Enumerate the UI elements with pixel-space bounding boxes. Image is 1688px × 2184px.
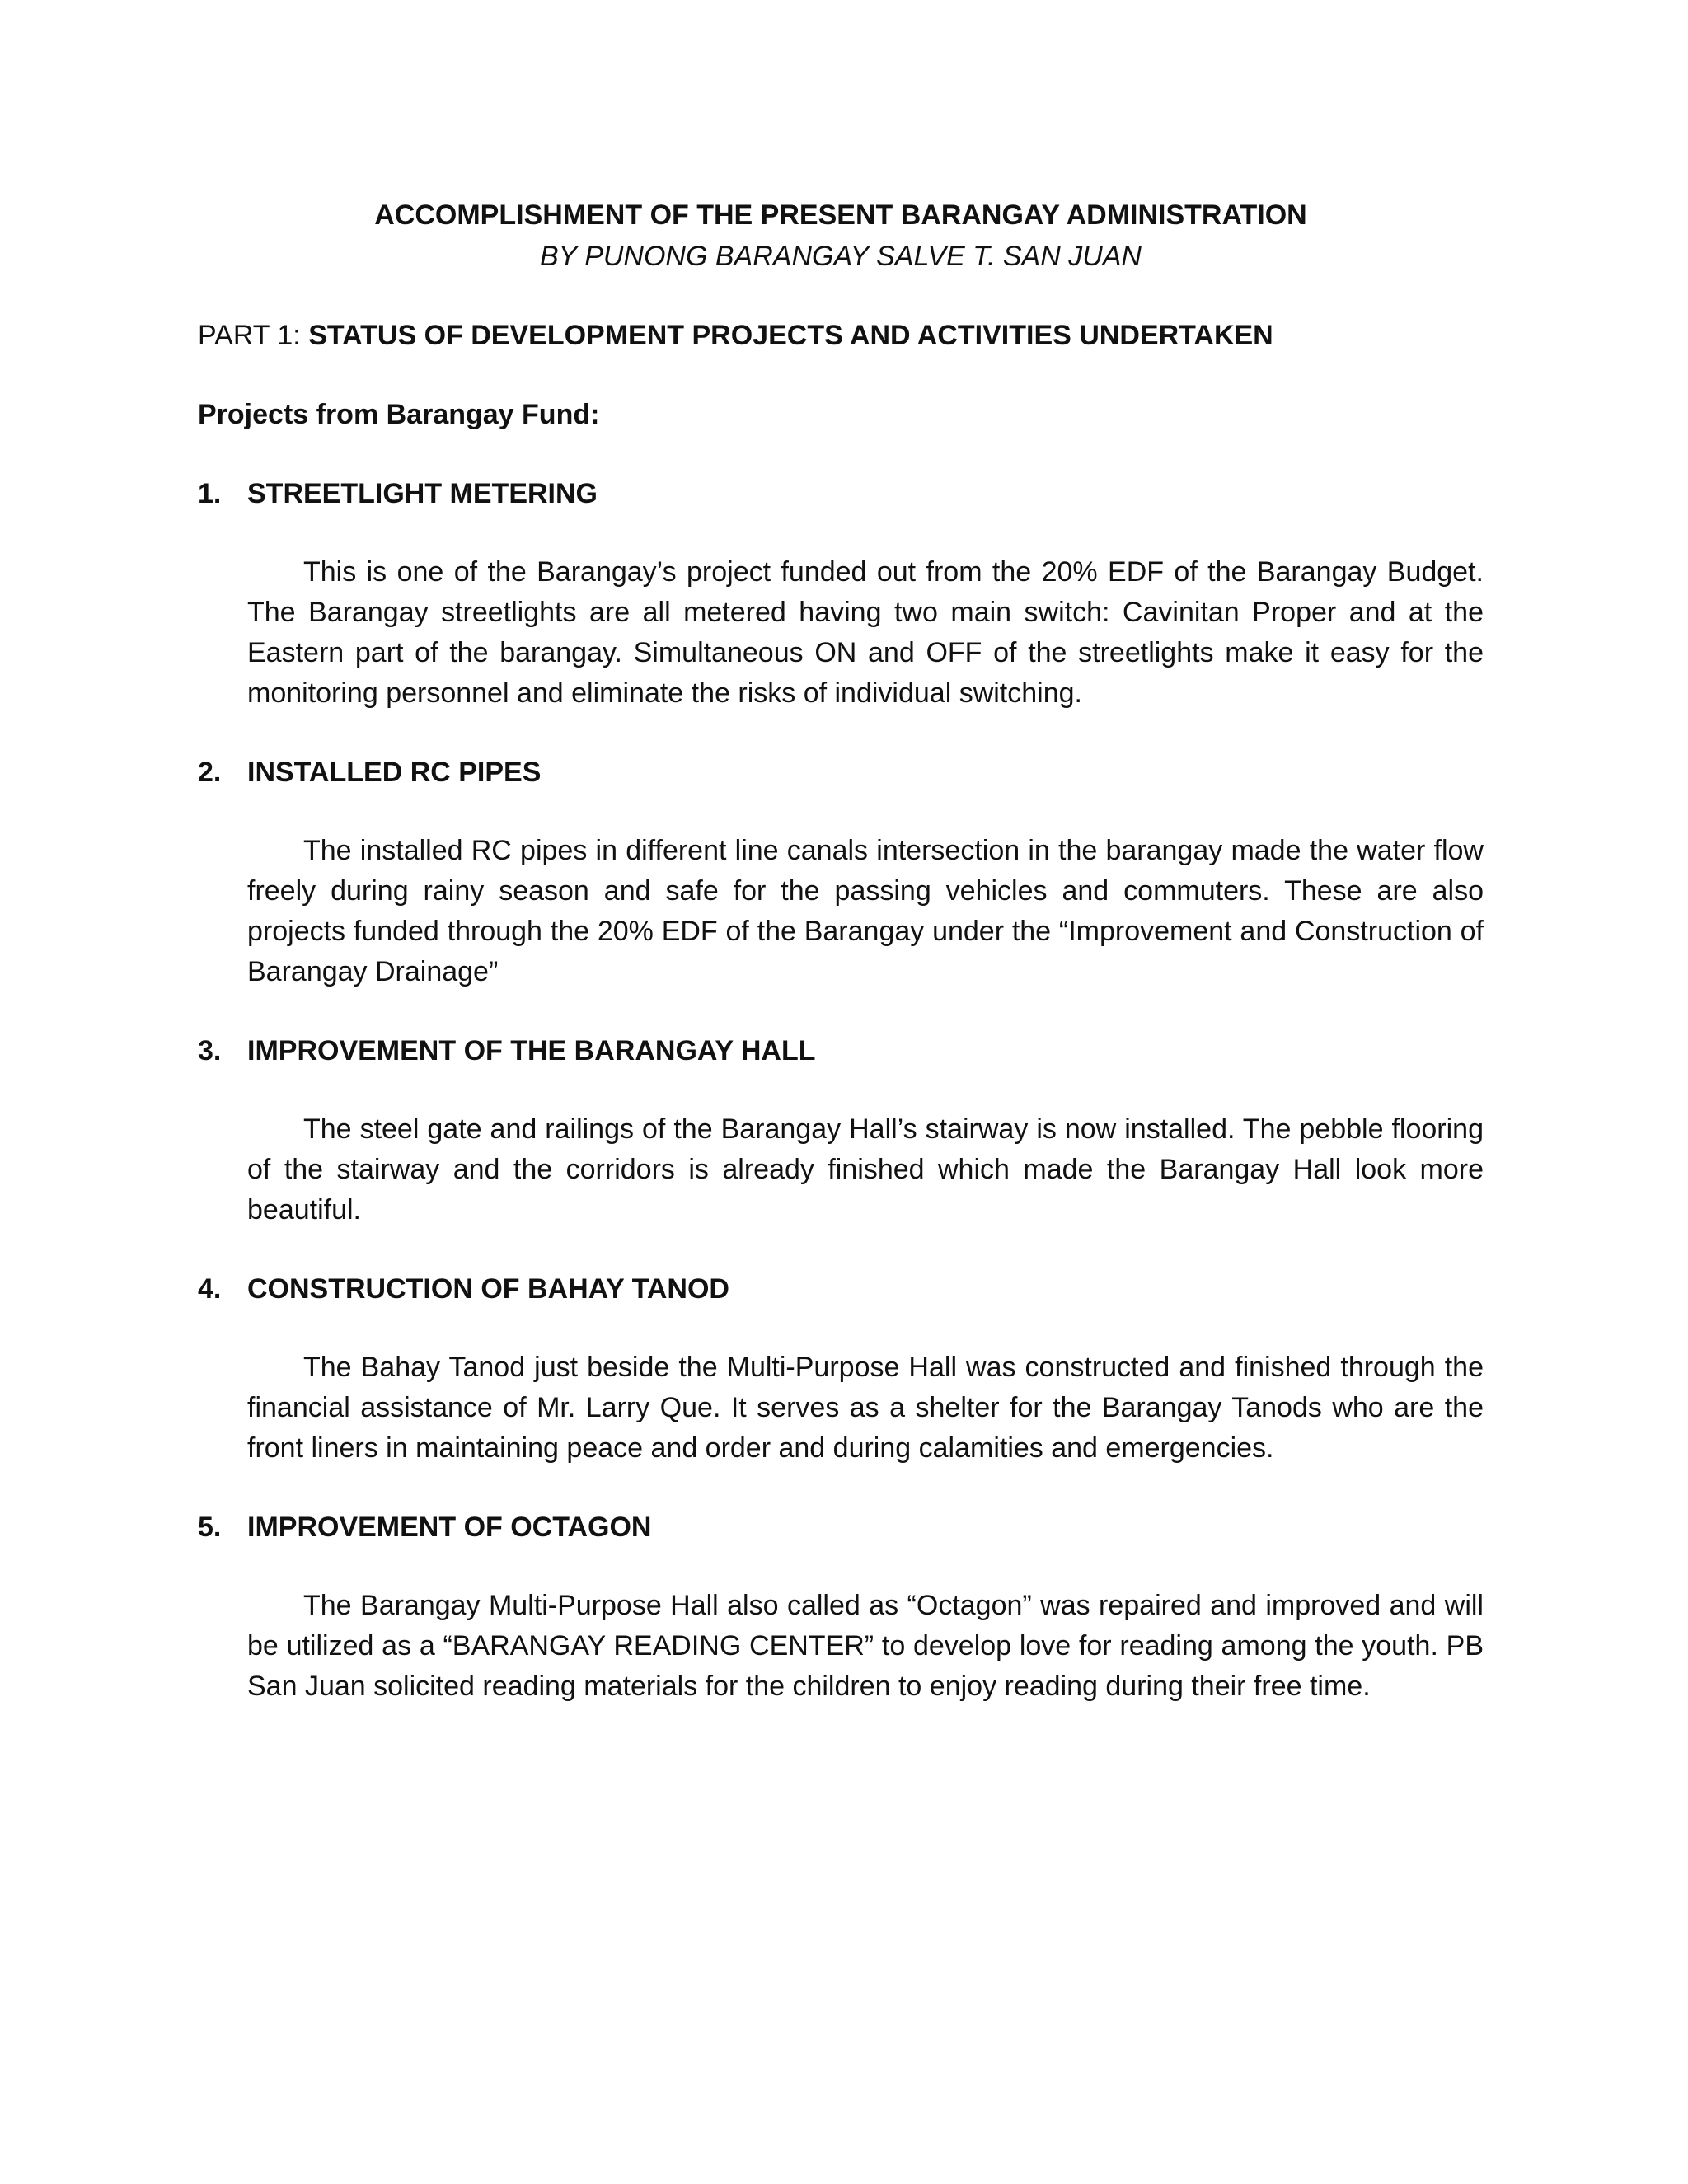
document-subtitle: BY PUNONG BARANGAY SALVE T. SAN JUAN <box>540 241 1142 272</box>
project-number: 4. <box>198 1273 222 1305</box>
project-description: The Bahay Tanod just beside the Multi-Purpose Hall was constructed and finished through the financial assistance of Mr. Larry Que. It serves as a shelter for the Barangay Tanods who are the front liners in maintaining peace and order and during calamities and emergencies. <box>247 1352 1484 1464</box>
project-item-bahay-tanod <box>198 1268 1484 1469</box>
project-title: STREETLIGHT METERING <box>247 478 598 509</box>
project-title: INSTALLED RC PIPES <box>247 757 542 788</box>
part-prefix: PART 1: <box>198 320 309 351</box>
fund-heading: Projects from Barangay Fund: <box>198 399 600 430</box>
project-description: The steel gate and railings of the Barangay Hall’s stairway is now installed. The pebble flooring of the stairway and the corridors is already finished which made the Barangay Hall look more beautiful. <box>247 1113 1484 1226</box>
project-heading <box>198 752 1484 793</box>
document-page <box>198 194 1484 1707</box>
document-title: ACCOMPLISHMENT OF THE PRESENT BARANGAY ADMINISTRATION <box>374 199 1307 231</box>
project-item-octagon <box>198 1507 1484 1707</box>
project-title: CONSTRUCTION OF BAHAY TANOD <box>247 1273 729 1305</box>
project-number: 1. <box>198 478 222 509</box>
project-title: IMPROVEMENT OF THE BARANGAY HALL <box>247 1035 816 1066</box>
part-heading <box>198 315 1484 356</box>
project-heading <box>198 1030 1484 1071</box>
project-number: 5. <box>198 1511 222 1543</box>
project-description: This is one of the Barangay’s project funded out from the 20% EDF of the Barangay Budget. The Barangay streetlights are all metered having two main switch: Cavinitan Proper and at the Eastern part of the barangay. Simultaneous ON and OFF of the streetlights make it easy for the monitoring personnel and eliminate the risks of individual switching. <box>247 556 1484 709</box>
project-item-streetlight-metering <box>198 473 1484 714</box>
project-title: IMPROVEMENT OF OCTAGON <box>247 1511 652 1543</box>
project-heading <box>198 1268 1484 1310</box>
project-description: The Barangay Multi-Purpose Hall also called as “Octagon” was repaired and improved and will be utilized as a “BARANGAY READING CENTER” to develop love for reading among the youth. PB San Juan solicited reading materials for the children to enjoy reading during their free time. <box>247 1590 1484 1702</box>
project-item-barangay-hall <box>198 1030 1484 1230</box>
project-number: 2. <box>198 757 222 788</box>
project-description: The installed RC pipes in different line canals intersection in the barangay made the water flow freely during rainy season and safe for the passing vehicles and commuters. These are also projects funded through the 20% EDF of the Barangay under the “Improvement and Construction of Barangay Drainage” <box>247 835 1484 987</box>
part-title: STATUS OF DEVELOPMENT PROJECTS AND ACTIVITIES UNDERTAKEN <box>308 320 1273 351</box>
project-heading <box>198 473 1484 514</box>
project-number: 3. <box>198 1035 222 1066</box>
project-item-installed-rc-pipes <box>198 752 1484 992</box>
project-heading <box>198 1507 1484 1548</box>
